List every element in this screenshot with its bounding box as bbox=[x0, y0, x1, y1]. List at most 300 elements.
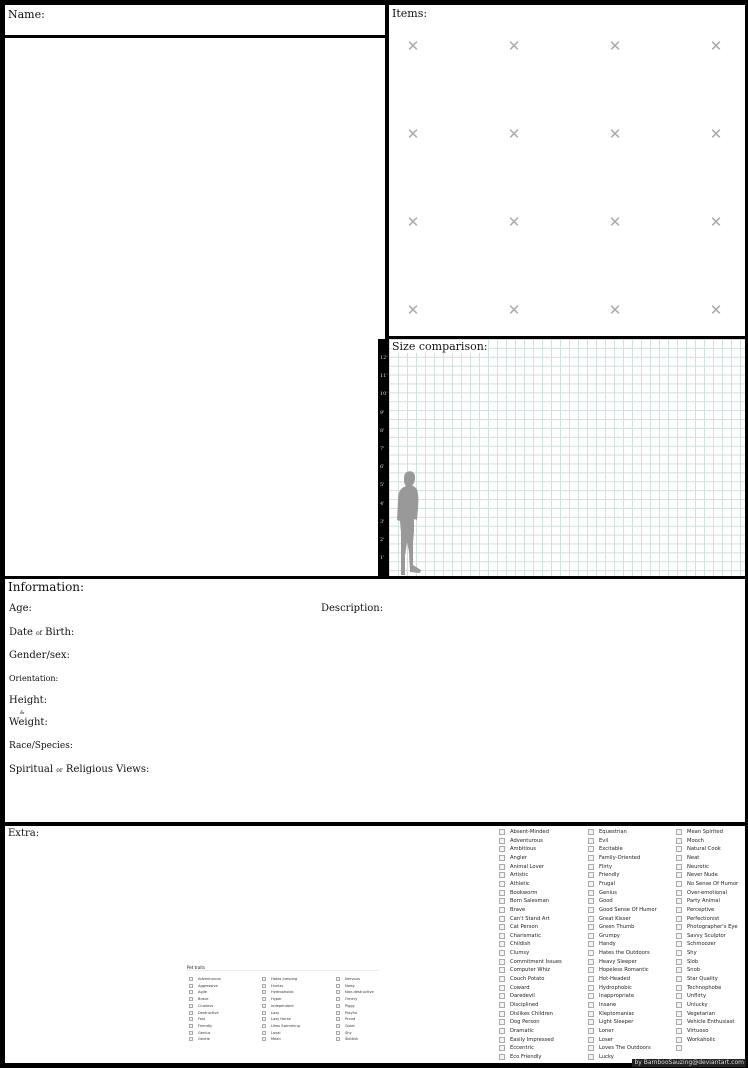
pet-trait-checkbox[interactable] bbox=[336, 990, 374, 994]
checkbox[interactable] bbox=[499, 959, 505, 965]
trait-checkbox[interactable] bbox=[588, 846, 623, 852]
trait-checkbox[interactable] bbox=[588, 838, 608, 844]
checkbox[interactable] bbox=[676, 829, 682, 835]
checkbox[interactable] bbox=[588, 838, 594, 844]
trait-label: Charismatic bbox=[510, 932, 541, 939]
checkbox[interactable] bbox=[499, 1019, 505, 1025]
checkbox[interactable] bbox=[189, 1037, 193, 1041]
item-slot-x-icon[interactable]: ✕ bbox=[507, 213, 521, 231]
checkbox[interactable] bbox=[189, 1017, 193, 1021]
trait-checkbox[interactable] bbox=[588, 898, 613, 904]
checkbox[interactable] bbox=[336, 997, 340, 1001]
ruler-tick: 10' bbox=[380, 391, 388, 398]
checkbox[interactable] bbox=[262, 997, 266, 1001]
checkbox[interactable] bbox=[499, 1002, 505, 1008]
trait-checkbox[interactable] bbox=[499, 872, 528, 878]
checkbox[interactable] bbox=[336, 1037, 340, 1041]
spiritual-label[interactable] bbox=[9, 764, 149, 775]
trait-checkbox[interactable] bbox=[499, 941, 531, 947]
trait-checkbox[interactable] bbox=[499, 1045, 534, 1051]
pet-trait-checkbox[interactable] bbox=[336, 1011, 357, 1015]
checkbox[interactable] bbox=[676, 985, 682, 991]
checkbox[interactable] bbox=[262, 1011, 266, 1015]
trait-checkbox[interactable] bbox=[676, 916, 719, 922]
trait-checkbox[interactable] bbox=[588, 864, 612, 870]
checkbox[interactable] bbox=[189, 1031, 193, 1035]
checkbox[interactable] bbox=[588, 1028, 594, 1034]
pet-trait-checkbox[interactable] bbox=[262, 1031, 280, 1035]
pet-trait-checkbox[interactable] bbox=[336, 1024, 355, 1028]
checkbox[interactable] bbox=[499, 855, 505, 861]
checkbox[interactable] bbox=[189, 1011, 193, 1015]
item-slot-x-icon[interactable]: ✕ bbox=[709, 37, 723, 55]
weight-label[interactable]: Weight: bbox=[9, 717, 48, 728]
trait-checkbox[interactable] bbox=[676, 881, 738, 887]
checkbox[interactable] bbox=[588, 872, 594, 878]
pet-trait-label: Destructive bbox=[198, 1010, 219, 1015]
trait-checkbox[interactable] bbox=[676, 976, 718, 982]
checkbox[interactable] bbox=[499, 907, 505, 913]
checkbox[interactable] bbox=[588, 1002, 594, 1008]
item-slot-x-icon[interactable]: ✕ bbox=[608, 213, 622, 231]
trait-checkbox[interactable] bbox=[499, 1028, 534, 1034]
trait-checkbox[interactable] bbox=[676, 907, 714, 913]
checkbox[interactable] bbox=[676, 993, 682, 999]
checkbox[interactable] bbox=[499, 941, 505, 947]
trait-label: Virtuoso bbox=[687, 1027, 709, 1034]
trait-checkbox[interactable] bbox=[499, 881, 530, 887]
trait-label: Athletic bbox=[510, 880, 530, 887]
checkbox[interactable] bbox=[336, 1017, 340, 1021]
trait-checkbox[interactable] bbox=[676, 872, 718, 878]
dob-of: of bbox=[36, 630, 42, 637]
checkbox[interactable] bbox=[262, 1037, 266, 1041]
trait-checkbox[interactable] bbox=[499, 976, 544, 982]
pet-trait-label: Hydrophobic bbox=[271, 990, 294, 995]
pet-trait-checkbox[interactable] bbox=[336, 997, 357, 1001]
trait-checkbox[interactable] bbox=[676, 1045, 687, 1051]
checkbox[interactable] bbox=[676, 855, 682, 861]
pet-trait-checkbox[interactable] bbox=[262, 1037, 281, 1041]
pet-trait-checkbox[interactable] bbox=[189, 1037, 210, 1041]
item-slot-x-icon[interactable]: ✕ bbox=[507, 37, 521, 55]
trait-label: Kleptomaniac bbox=[599, 1010, 635, 1017]
pet-trait-label: Non-destructive bbox=[345, 990, 374, 995]
pet-trait-checkbox[interactable] bbox=[336, 984, 355, 988]
pet-trait-checkbox[interactable] bbox=[189, 977, 221, 981]
spiritual-or: or bbox=[56, 767, 63, 774]
checkbox[interactable] bbox=[676, 941, 682, 947]
trait-checkbox[interactable] bbox=[499, 933, 541, 939]
checkbox[interactable] bbox=[499, 916, 505, 922]
checkbox[interactable] bbox=[499, 872, 505, 878]
pet-trait-checkbox[interactable] bbox=[336, 1004, 355, 1008]
trait-label: Savvy Sculptor bbox=[687, 932, 726, 939]
pet-trait-label: Agile bbox=[198, 990, 207, 995]
checkbox[interactable] bbox=[588, 967, 594, 973]
size-comparison-label: Size comparison: bbox=[392, 340, 488, 353]
item-slot-x-icon[interactable]: ✕ bbox=[709, 125, 723, 143]
checkbox[interactable] bbox=[499, 924, 505, 930]
checkbox[interactable] bbox=[189, 1004, 193, 1008]
checkbox[interactable] bbox=[588, 898, 594, 904]
checkbox[interactable] bbox=[588, 933, 594, 939]
checkbox[interactable] bbox=[189, 990, 193, 994]
trait-checkbox[interactable] bbox=[499, 993, 535, 999]
checkbox[interactable] bbox=[676, 933, 682, 939]
trait-checkbox[interactable] bbox=[588, 976, 630, 982]
pet-trait-label: Friendly bbox=[198, 1023, 213, 1028]
trait-label: Can't Stand Art bbox=[510, 915, 550, 922]
trait-label: Heavy Sleeper bbox=[599, 958, 637, 965]
trait-checkbox[interactable] bbox=[676, 1037, 715, 1043]
checkbox[interactable] bbox=[336, 1031, 340, 1035]
pet-trait-checkbox[interactable] bbox=[262, 1024, 300, 1028]
pet-trait-checkbox[interactable] bbox=[189, 984, 218, 988]
trait-checkbox[interactable] bbox=[588, 985, 632, 991]
name-box[interactable] bbox=[5, 5, 385, 35]
trait-checkbox[interactable] bbox=[499, 898, 549, 904]
checkbox[interactable] bbox=[499, 950, 505, 956]
checkbox[interactable] bbox=[676, 846, 682, 852]
trait-checkbox[interactable] bbox=[588, 907, 657, 913]
ruler-tick: 2' bbox=[380, 537, 385, 543]
checkbox[interactable] bbox=[262, 1024, 266, 1028]
pet-trait-checkbox[interactable] bbox=[336, 1017, 355, 1021]
checkbox[interactable] bbox=[588, 916, 594, 922]
height-label[interactable]: Height: bbox=[9, 695, 48, 706]
trait-checkbox[interactable] bbox=[588, 1037, 613, 1043]
trait-checkbox[interactable] bbox=[588, 950, 650, 956]
item-slot-x-icon[interactable]: ✕ bbox=[406, 125, 420, 143]
checkbox[interactable] bbox=[676, 1002, 682, 1008]
trait-label: Hot-Headed bbox=[599, 976, 631, 983]
item-slot-x-icon[interactable]: ✕ bbox=[507, 301, 521, 319]
pet-trait-checkbox[interactable] bbox=[336, 1037, 358, 1041]
checkbox[interactable] bbox=[499, 985, 505, 991]
checkbox[interactable] bbox=[499, 1037, 505, 1043]
pet-trait-label: Noisy bbox=[345, 983, 355, 988]
pet-trait-checkbox[interactable] bbox=[262, 1017, 291, 1021]
ruler-tick: 8' bbox=[380, 427, 385, 434]
trait-checkbox[interactable] bbox=[676, 864, 709, 870]
trait-label: Good Sense Of Humor bbox=[599, 906, 657, 913]
checkbox[interactable] bbox=[588, 959, 594, 965]
extra-label: Extra: bbox=[8, 828, 40, 839]
trait-label: Genius bbox=[599, 889, 617, 896]
trait-checkbox[interactable] bbox=[588, 967, 649, 973]
checkbox[interactable] bbox=[336, 1004, 340, 1008]
pet-trait-checkbox[interactable] bbox=[189, 1004, 213, 1008]
checkbox[interactable] bbox=[189, 997, 193, 1001]
trait-label: Grumpy bbox=[599, 932, 620, 939]
checkbox[interactable] bbox=[588, 976, 594, 982]
trait-checkbox[interactable] bbox=[588, 1028, 614, 1034]
checkbox[interactable] bbox=[676, 1045, 682, 1051]
item-slot-x-icon[interactable]: ✕ bbox=[406, 301, 420, 319]
checkbox[interactable] bbox=[588, 864, 594, 870]
trait-checkbox[interactable] bbox=[676, 933, 726, 939]
trait-checkbox[interactable] bbox=[499, 1037, 554, 1043]
checkbox[interactable] bbox=[588, 890, 594, 896]
checkbox[interactable] bbox=[262, 977, 266, 981]
trait-checkbox[interactable] bbox=[588, 1011, 635, 1017]
trait-checkbox[interactable] bbox=[676, 838, 704, 844]
trait-checkbox[interactable] bbox=[499, 829, 549, 835]
trait-checkbox[interactable] bbox=[499, 959, 562, 965]
pet-trait-label: Aggressive bbox=[198, 983, 218, 988]
trait-checkbox[interactable] bbox=[499, 846, 536, 852]
trait-checkbox[interactable] bbox=[676, 993, 706, 999]
trait-checkbox[interactable] bbox=[676, 890, 727, 896]
checkbox[interactable] bbox=[262, 990, 266, 994]
ruler-tick: 3' bbox=[380, 518, 385, 525]
trait-checkbox[interactable] bbox=[588, 959, 637, 965]
checkbox[interactable] bbox=[588, 993, 594, 999]
trait-checkbox[interactable] bbox=[676, 959, 698, 965]
checkbox[interactable] bbox=[588, 1037, 594, 1043]
checkbox[interactable] bbox=[676, 967, 682, 973]
pet-trait-checkbox[interactable] bbox=[189, 1031, 210, 1035]
spiritual-text-2: Religious Views: bbox=[65, 764, 150, 775]
checkbox[interactable] bbox=[262, 1017, 266, 1021]
checkbox[interactable] bbox=[499, 898, 505, 904]
trait-label: Daredevil bbox=[510, 993, 535, 1000]
checkbox[interactable] bbox=[588, 907, 594, 913]
item-slot-x-icon[interactable]: ✕ bbox=[406, 213, 420, 231]
item-slot-x-icon[interactable]: ✕ bbox=[608, 301, 622, 319]
trait-checkbox[interactable] bbox=[588, 933, 620, 939]
checkbox[interactable] bbox=[676, 959, 682, 965]
item-slot-x-icon[interactable]: ✕ bbox=[709, 301, 723, 319]
trait-checkbox[interactable] bbox=[676, 898, 720, 904]
checkbox[interactable] bbox=[189, 1024, 193, 1028]
trait-checkbox[interactable] bbox=[676, 855, 699, 861]
trait-checkbox[interactable] bbox=[676, 941, 716, 947]
trait-checkbox[interactable] bbox=[588, 881, 615, 887]
trait-checkbox[interactable] bbox=[676, 829, 723, 835]
ruler-tick: 5' bbox=[380, 482, 385, 489]
description-label[interactable]: Description: bbox=[321, 603, 384, 614]
checkbox[interactable] bbox=[336, 1011, 340, 1015]
age-label[interactable]: Age: bbox=[9, 603, 32, 614]
checkbox[interactable] bbox=[189, 977, 193, 981]
checkbox[interactable] bbox=[588, 881, 594, 887]
checkbox[interactable] bbox=[588, 829, 594, 835]
checkbox[interactable] bbox=[676, 881, 682, 887]
checkbox[interactable] bbox=[588, 924, 594, 930]
trait-checkbox[interactable] bbox=[676, 985, 721, 991]
trait-checkbox[interactable] bbox=[499, 838, 543, 844]
pet-trait-checkbox[interactable] bbox=[189, 1024, 212, 1028]
trait-checkbox[interactable] bbox=[588, 890, 617, 896]
checkbox[interactable] bbox=[499, 933, 505, 939]
checkbox[interactable] bbox=[499, 881, 505, 887]
trait-checkbox[interactable] bbox=[499, 864, 544, 870]
checkbox[interactable] bbox=[336, 1024, 340, 1028]
pet-trait-label: Likes Swimming bbox=[271, 1023, 300, 1028]
checkbox[interactable] bbox=[588, 985, 594, 991]
pet-trait-checkbox[interactable] bbox=[262, 1011, 279, 1015]
trait-checkbox[interactable] bbox=[676, 924, 738, 930]
checkbox[interactable] bbox=[189, 984, 193, 988]
trait-label: Eco Friendly bbox=[510, 1053, 542, 1060]
trait-label: Schmoozer bbox=[687, 941, 716, 948]
trait-checkbox[interactable] bbox=[588, 1054, 614, 1060]
trait-label: Flirty bbox=[599, 863, 613, 870]
checkbox[interactable] bbox=[336, 990, 340, 994]
trait-checkbox[interactable] bbox=[499, 1054, 541, 1060]
checkbox[interactable] bbox=[499, 890, 505, 896]
trait-label: Perceptive bbox=[687, 906, 715, 913]
checkbox[interactable] bbox=[588, 846, 594, 852]
pet-trait-label: Clueless bbox=[198, 1003, 213, 1008]
checkbox[interactable] bbox=[588, 950, 594, 956]
trait-checkbox[interactable] bbox=[588, 855, 640, 861]
trait-label: Natural Cook bbox=[687, 846, 721, 853]
trait-checkbox[interactable] bbox=[499, 907, 525, 913]
trait-checkbox[interactable] bbox=[676, 1028, 708, 1034]
item-slot-x-icon[interactable]: ✕ bbox=[709, 213, 723, 231]
race-label[interactable]: Race/Species: bbox=[9, 741, 73, 751]
trait-label: Vehicle Enthusiast bbox=[687, 1019, 735, 1026]
orientation-label[interactable]: Orientation: bbox=[9, 674, 59, 683]
checkbox[interactable] bbox=[588, 1011, 594, 1017]
checkbox[interactable] bbox=[676, 898, 682, 904]
checkbox[interactable] bbox=[262, 984, 266, 988]
trait-checkbox[interactable] bbox=[499, 855, 527, 861]
checkbox[interactable] bbox=[676, 976, 682, 982]
item-slot-x-icon[interactable]: ✕ bbox=[608, 37, 622, 55]
pet-trait-label: Adventurous bbox=[198, 977, 221, 981]
checkbox[interactable] bbox=[499, 976, 505, 982]
trait-checkbox[interactable] bbox=[588, 1002, 616, 1008]
checkbox[interactable] bbox=[676, 864, 682, 870]
trait-label: Good bbox=[599, 898, 613, 905]
trait-checkbox[interactable] bbox=[588, 829, 627, 835]
pet-trait-checkbox[interactable] bbox=[189, 1011, 219, 1015]
trait-checkbox[interactable] bbox=[499, 924, 538, 930]
checkbox[interactable] bbox=[499, 993, 505, 999]
checkbox[interactable] bbox=[262, 1031, 266, 1035]
checkbox[interactable] bbox=[588, 855, 594, 861]
trait-checkbox[interactable] bbox=[588, 941, 616, 947]
item-slot-x-icon[interactable]: ✕ bbox=[507, 125, 521, 143]
trait-checkbox[interactable] bbox=[676, 1002, 708, 1008]
checkbox[interactable] bbox=[676, 1011, 682, 1017]
trait-label: Light Sleeper bbox=[599, 1019, 634, 1026]
pet-trait-label: Loyal bbox=[271, 1030, 281, 1035]
checkbox[interactable] bbox=[676, 1028, 682, 1034]
trait-checkbox[interactable] bbox=[588, 924, 634, 930]
pet-trait-label: Hunter bbox=[271, 983, 284, 988]
checkbox[interactable] bbox=[499, 846, 505, 852]
checkbox[interactable] bbox=[499, 1045, 505, 1051]
trait-checkbox[interactable] bbox=[676, 1019, 734, 1025]
pet-trait-checkbox[interactable] bbox=[189, 997, 208, 1001]
checkbox[interactable] bbox=[588, 1054, 594, 1060]
trait-checkbox[interactable] bbox=[499, 985, 530, 991]
checkbox[interactable] bbox=[676, 916, 682, 922]
pet-trait-checkbox[interactable] bbox=[262, 990, 294, 994]
checkbox[interactable] bbox=[499, 1028, 505, 1034]
checkbox[interactable] bbox=[499, 1054, 505, 1060]
checkbox[interactable] bbox=[676, 950, 682, 956]
trait-checkbox[interactable] bbox=[499, 1002, 538, 1008]
pet-trait-checkbox[interactable] bbox=[189, 1017, 205, 1021]
trait-checkbox[interactable] bbox=[499, 890, 537, 896]
pet-trait-checkbox[interactable] bbox=[262, 984, 283, 988]
checkbox[interactable] bbox=[676, 890, 682, 896]
checkbox[interactable] bbox=[499, 967, 505, 973]
checkbox[interactable] bbox=[499, 838, 505, 844]
trait-checkbox[interactable] bbox=[676, 967, 700, 973]
item-slot-x-icon[interactable]: ✕ bbox=[608, 125, 622, 143]
gender-label[interactable]: Gender/sex: bbox=[9, 650, 70, 661]
trait-checkbox[interactable] bbox=[499, 950, 529, 956]
trait-checkbox[interactable] bbox=[676, 846, 721, 852]
pet-trait-checkbox[interactable] bbox=[262, 997, 282, 1001]
pet-trait-label: Shy bbox=[345, 1030, 352, 1035]
trait-checkbox[interactable] bbox=[676, 950, 697, 956]
trait-label: Snob bbox=[687, 967, 701, 974]
checkbox[interactable] bbox=[336, 984, 340, 988]
trait-checkbox[interactable] bbox=[499, 1019, 540, 1025]
trait-checkbox[interactable] bbox=[588, 872, 619, 878]
trait-label: No Sense Of Humor bbox=[687, 880, 739, 887]
trait-checkbox[interactable] bbox=[499, 967, 550, 973]
trait-label: Friendly bbox=[599, 872, 620, 879]
checkbox[interactable] bbox=[588, 1045, 594, 1051]
pet-trait-checkbox[interactable] bbox=[189, 990, 207, 994]
ruler-tick: 11' bbox=[380, 373, 388, 380]
item-slot-x-icon[interactable]: ✕ bbox=[406, 37, 420, 55]
trait-label: Party Animal bbox=[687, 898, 720, 905]
checkbox[interactable] bbox=[262, 1004, 266, 1008]
pet-trait-checkbox[interactable] bbox=[336, 977, 360, 981]
pet-trait-label: Gentle bbox=[198, 1037, 210, 1042]
trait-label: Slob bbox=[687, 958, 699, 965]
checkbox[interactable] bbox=[499, 864, 505, 870]
pet-trait-checkbox[interactable] bbox=[262, 1004, 294, 1008]
checkbox[interactable] bbox=[499, 829, 505, 835]
checkbox[interactable] bbox=[676, 907, 682, 913]
pet-trait-label: Independent bbox=[271, 1003, 294, 1008]
trait-checkbox[interactable] bbox=[499, 916, 550, 922]
checkbox[interactable] bbox=[588, 1019, 594, 1025]
portrait-area[interactable] bbox=[5, 38, 385, 576]
checkbox[interactable] bbox=[588, 941, 594, 947]
pet-trait-checkbox[interactable] bbox=[336, 1031, 352, 1035]
pet-trait-checkbox[interactable] bbox=[262, 977, 297, 981]
trait-checkbox[interactable] bbox=[676, 1011, 715, 1017]
checkbox[interactable] bbox=[676, 838, 682, 844]
trait-checkbox[interactable] bbox=[588, 1019, 633, 1025]
trait-checkbox[interactable] bbox=[588, 993, 634, 999]
checkbox[interactable] bbox=[336, 977, 340, 981]
trait-checkbox[interactable] bbox=[588, 1045, 651, 1051]
checkbox[interactable] bbox=[499, 1011, 505, 1017]
trait-checkbox[interactable] bbox=[499, 1011, 553, 1017]
checkbox[interactable] bbox=[676, 872, 682, 878]
checkbox[interactable] bbox=[676, 1019, 682, 1025]
dob-label[interactable] bbox=[9, 627, 74, 638]
checkbox[interactable] bbox=[676, 1037, 682, 1043]
information-panel bbox=[5, 579, 745, 822]
checkbox[interactable] bbox=[676, 924, 682, 930]
extra-panel bbox=[5, 826, 745, 1063]
trait-checkbox[interactable] bbox=[588, 916, 631, 922]
